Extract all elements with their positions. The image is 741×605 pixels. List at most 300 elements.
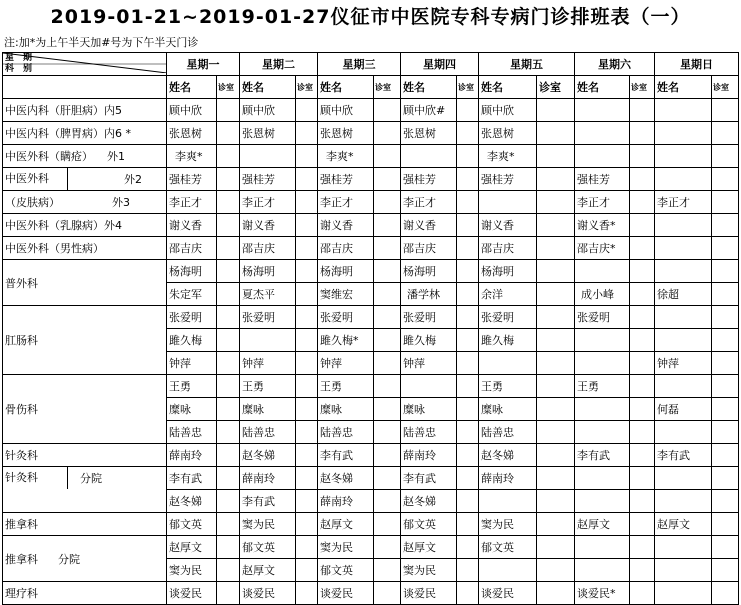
room-cell <box>457 122 479 145</box>
room-cell <box>630 559 655 582</box>
name-cell: 谈爱民 <box>479 582 537 605</box>
name-cell <box>479 559 537 582</box>
table-row <box>3 536 739 559</box>
name-cell: 李正才 <box>401 191 457 214</box>
room-cell <box>296 490 318 513</box>
name-cell <box>655 559 712 582</box>
room-cell <box>630 99 655 122</box>
name-cell: 李爽* <box>167 145 217 168</box>
dept-cell: 推拿科 <box>3 513 167 536</box>
name-cell: 糜咏 <box>167 398 217 421</box>
name-cell: 杨海明 <box>318 260 374 283</box>
room-cell <box>374 490 401 513</box>
name-cell: 张爱明 <box>575 306 630 329</box>
room-label: 外3 <box>112 196 130 209</box>
name-cell <box>479 490 537 513</box>
name-cell: 钟萍 <box>240 352 296 375</box>
name-cell: 谈爱民 <box>167 582 217 605</box>
room-cell <box>374 122 401 145</box>
name-cell: 朱定军 <box>167 283 217 306</box>
room-cell <box>712 559 739 582</box>
room-cell <box>296 237 318 260</box>
specialty-header <box>3 76 167 99</box>
name-cell <box>575 398 630 421</box>
room-cell <box>712 582 739 605</box>
room-cell <box>712 283 739 306</box>
name-cell: 李有武 <box>655 444 712 467</box>
dept-cell <box>3 145 167 168</box>
room-cell <box>217 99 240 122</box>
name-cell: 邵吉庆* <box>575 237 630 260</box>
room-cell <box>712 329 739 352</box>
name-cell: 钟萍 <box>401 352 457 375</box>
room-cell <box>374 168 401 191</box>
name-cell <box>655 260 712 283</box>
name-cell: 谢义香* <box>575 214 630 237</box>
name-header: 姓名 <box>240 76 296 99</box>
name-cell: 顾中欣 <box>240 99 296 122</box>
dept-cell: 中医内科（脾胃病）内6 * <box>3 122 167 145</box>
room-cell <box>630 168 655 191</box>
name-cell: 张恩树 <box>479 122 537 145</box>
name-cell: 李有武 <box>401 467 457 490</box>
room-cell <box>374 214 401 237</box>
table-row <box>3 467 739 490</box>
name-cell: 强桂芳 <box>575 168 630 191</box>
name-cell: 谢义香 <box>167 214 217 237</box>
room-header: 诊室 <box>537 76 575 99</box>
room-cell <box>374 375 401 398</box>
room-cell <box>630 283 655 306</box>
room-cell <box>630 260 655 283</box>
name-cell: 窦为民 <box>401 559 457 582</box>
name-cell: 雎久梅* <box>318 329 374 352</box>
dept-label: 推拿科 <box>5 552 38 566</box>
room-header: 诊室 <box>296 76 318 99</box>
name-cell: 窦为民 <box>318 536 374 559</box>
name-cell: 赵冬娣 <box>401 490 457 513</box>
room-header: 诊室 <box>217 76 240 99</box>
name-cell: 邵吉庆 <box>240 237 296 260</box>
name-header: 姓名 <box>167 76 217 99</box>
room-cell <box>537 375 575 398</box>
name-cell: 谈爱民 <box>318 582 374 605</box>
name-cell <box>655 329 712 352</box>
room-cell <box>457 283 479 306</box>
name-cell: 陆善忠 <box>401 421 457 444</box>
room-cell <box>712 306 739 329</box>
name-cell: 顾中欣 <box>167 99 217 122</box>
day-header-sun: 星期日 <box>655 53 739 76</box>
dept-cell: 中医内科（肝胆病）内5 <box>3 99 167 122</box>
room-cell <box>630 513 655 536</box>
name-cell: 何磊 <box>655 398 712 421</box>
table-row <box>3 168 739 191</box>
room-cell <box>217 260 240 283</box>
room-cell <box>712 421 739 444</box>
table-row <box>3 191 739 214</box>
room-cell <box>374 421 401 444</box>
name-cell <box>655 168 712 191</box>
room-cell <box>296 99 318 122</box>
name-cell: 薛南玲 <box>167 444 217 467</box>
dept-cell: 中医外科（男性病） <box>3 237 167 260</box>
room-cell <box>217 168 240 191</box>
room-header: 诊室 <box>457 76 479 99</box>
room-cell <box>457 582 479 605</box>
name-cell: 李爽* <box>318 145 374 168</box>
room-header: 诊室 <box>712 76 739 99</box>
name-cell: 徐超 <box>655 283 712 306</box>
name-cell: 李有武 <box>167 467 217 490</box>
name-cell: 邵吉庆 <box>401 237 457 260</box>
room-cell <box>296 536 318 559</box>
room-cell <box>630 306 655 329</box>
name-cell: 强桂芳 <box>167 168 217 191</box>
table-row <box>3 513 739 536</box>
name-cell: 李有武 <box>240 490 296 513</box>
room-cell <box>712 398 739 421</box>
room-cell <box>712 99 739 122</box>
name-cell: 赵厚文 <box>401 536 457 559</box>
name-cell: 张恩树 <box>240 122 296 145</box>
dept-cell: 理疗科 <box>3 582 167 605</box>
room-cell <box>296 582 318 605</box>
room-cell <box>712 352 739 375</box>
name-cell <box>655 536 712 559</box>
day-header-mon: 星期一 <box>167 53 240 76</box>
room-cell <box>457 352 479 375</box>
name-cell: 雎久梅 <box>401 329 457 352</box>
table-row <box>3 582 739 605</box>
room-header: 诊室 <box>374 76 401 99</box>
dept-cell <box>3 191 167 214</box>
room-cell <box>457 490 479 513</box>
room-cell <box>217 214 240 237</box>
room-cell <box>630 375 655 398</box>
room-cell <box>374 536 401 559</box>
room-cell <box>712 168 739 191</box>
room-cell <box>374 467 401 490</box>
name-header: 姓名 <box>575 76 630 99</box>
room-cell <box>374 260 401 283</box>
name-cell <box>479 191 537 214</box>
table-row <box>3 145 739 168</box>
name-cell <box>575 559 630 582</box>
name-cell <box>655 214 712 237</box>
name-cell: 糜咏 <box>240 398 296 421</box>
name-cell: 窦为民 <box>240 513 296 536</box>
room-cell <box>296 306 318 329</box>
table-row <box>3 306 739 329</box>
schedule-table <box>2 52 739 605</box>
room-cell <box>217 352 240 375</box>
name-cell: 李正才 <box>167 191 217 214</box>
room-cell <box>712 536 739 559</box>
name-cell: 薛南玲 <box>479 467 537 490</box>
room-cell <box>712 191 739 214</box>
room-cell <box>457 421 479 444</box>
name-cell <box>575 260 630 283</box>
room-cell <box>296 191 318 214</box>
name-cell: 谢义香 <box>479 214 537 237</box>
name-cell <box>575 145 630 168</box>
name-cell: 强桂芳 <box>479 168 537 191</box>
room-cell <box>537 214 575 237</box>
room-cell <box>296 559 318 582</box>
name-cell <box>575 99 630 122</box>
name-cell <box>575 467 630 490</box>
name-cell: 杨海明 <box>401 260 457 283</box>
room-cell <box>712 444 739 467</box>
name-cell <box>575 352 630 375</box>
dept-cell: 普外科 <box>3 260 167 306</box>
name-cell: 王勇 <box>479 375 537 398</box>
name-cell: 谢义香 <box>240 214 296 237</box>
room-cell <box>630 191 655 214</box>
name-cell: 窦为民 <box>479 513 537 536</box>
name-cell: 李有武 <box>575 444 630 467</box>
room-cell <box>296 122 318 145</box>
room-cell <box>712 237 739 260</box>
name-cell: 李爽* <box>479 145 537 168</box>
room-cell <box>296 214 318 237</box>
name-cell: 杨海明 <box>167 260 217 283</box>
name-cell <box>401 375 457 398</box>
name-cell: 谈爱民 <box>240 582 296 605</box>
name-cell: 王勇 <box>240 375 296 398</box>
room-cell <box>374 283 401 306</box>
room-header: 诊室 <box>630 76 655 99</box>
dept-label: （皮肤病） <box>5 196 60 209</box>
room-cell <box>217 444 240 467</box>
room-cell <box>217 145 240 168</box>
room-cell <box>630 398 655 421</box>
name-cell: 陆善忠 <box>240 421 296 444</box>
room-cell <box>217 306 240 329</box>
table-row <box>3 237 739 260</box>
name-cell: 夏杰平 <box>240 283 296 306</box>
name-cell: 张爱明 <box>401 306 457 329</box>
room-label: 外2 <box>124 173 142 186</box>
dept-cell: 骨伤科 <box>3 375 167 444</box>
room-cell <box>374 237 401 260</box>
table-row <box>3 444 739 467</box>
name-cell <box>575 329 630 352</box>
room-cell <box>217 122 240 145</box>
room-cell <box>217 237 240 260</box>
name-cell <box>655 375 712 398</box>
name-cell: 赵厚文 <box>240 559 296 582</box>
room-cell <box>374 329 401 352</box>
name-cell: 郁文英 <box>318 559 374 582</box>
name-cell: 雎久梅 <box>167 329 217 352</box>
name-header: 姓名 <box>401 76 457 99</box>
name-cell: 张爱明 <box>240 306 296 329</box>
dept-cell: 肛肠科 <box>3 306 167 375</box>
name-cell: 强桂芳 <box>318 168 374 191</box>
room-cell <box>457 536 479 559</box>
room-cell <box>217 490 240 513</box>
room-cell <box>712 214 739 237</box>
room-cell <box>537 559 575 582</box>
day-header-thu: 星期四 <box>401 53 479 76</box>
room-cell <box>374 191 401 214</box>
room-cell <box>217 582 240 605</box>
dept-cell <box>3 168 167 191</box>
room-label: 外1 <box>107 150 125 163</box>
room-cell <box>537 122 575 145</box>
room-cell <box>537 260 575 283</box>
header-row-days <box>3 53 739 76</box>
name-cell: 赵冬娣 <box>479 444 537 467</box>
room-cell <box>537 398 575 421</box>
room-cell <box>537 329 575 352</box>
table-row <box>3 122 739 145</box>
dept-label: 中医外科（瞒疮） <box>5 150 93 163</box>
room-cell <box>630 214 655 237</box>
name-cell: 赵厚文 <box>167 536 217 559</box>
room-cell <box>537 467 575 490</box>
name-cell <box>655 145 712 168</box>
room-cell <box>374 398 401 421</box>
room-cell <box>296 352 318 375</box>
room-cell <box>217 536 240 559</box>
room-cell <box>374 513 401 536</box>
table-row <box>3 260 739 283</box>
name-cell: 邵吉庆 <box>318 237 374 260</box>
name-cell: 郁文英 <box>167 513 217 536</box>
room-cell <box>630 329 655 352</box>
room-cell <box>712 513 739 536</box>
note-text: 注:加*为上午半天加#号为下午半天门诊 <box>4 36 199 49</box>
name-cell: 成小峰 <box>575 283 630 306</box>
room-cell <box>537 513 575 536</box>
name-cell: 糜咏 <box>401 398 457 421</box>
room-cell <box>457 444 479 467</box>
name-header: 姓名 <box>479 76 537 99</box>
name-cell: 郁文英 <box>479 536 537 559</box>
corner-cell <box>3 53 167 76</box>
room-cell <box>457 467 479 490</box>
room-cell <box>296 145 318 168</box>
page-title: 2019-01-21~2019-01-27仪征市中医院专科专病门诊排班表（一） <box>50 6 691 28</box>
room-cell <box>457 191 479 214</box>
name-cell: 郁文英 <box>240 536 296 559</box>
name-cell: 谢义香 <box>401 214 457 237</box>
room-cell <box>457 145 479 168</box>
room-cell <box>630 352 655 375</box>
day-header-wed: 星期三 <box>318 53 401 76</box>
room-cell <box>457 329 479 352</box>
room-cell <box>296 513 318 536</box>
name-cell: 糜咏 <box>479 398 537 421</box>
name-cell: 邵吉庆 <box>167 237 217 260</box>
room-cell <box>537 421 575 444</box>
corner-label-week: 星 期 <box>5 53 33 63</box>
name-cell: 谈爱民 <box>401 582 457 605</box>
name-cell <box>575 536 630 559</box>
name-cell: 强桂芳 <box>240 168 296 191</box>
room-cell <box>374 99 401 122</box>
name-cell: 李正才 <box>655 191 712 214</box>
name-cell: 陆善忠 <box>479 421 537 444</box>
room-cell <box>630 145 655 168</box>
room-cell <box>374 444 401 467</box>
name-cell: 钟萍 <box>167 352 217 375</box>
room-cell <box>374 306 401 329</box>
dept-label: 中医外科 <box>3 168 68 190</box>
room-cell <box>630 444 655 467</box>
room-cell <box>712 260 739 283</box>
room-cell <box>457 237 479 260</box>
name-cell: 邵吉庆 <box>479 237 537 260</box>
name-cell: 张爱明 <box>479 306 537 329</box>
room-cell <box>296 168 318 191</box>
name-cell <box>240 145 296 168</box>
name-cell: 窦维宏 <box>318 283 374 306</box>
day-header-fri: 星期五 <box>479 53 575 76</box>
name-cell: 强桂芳 <box>401 168 457 191</box>
room-cell <box>457 168 479 191</box>
room-cell <box>537 145 575 168</box>
room-cell <box>457 559 479 582</box>
name-cell: 薛南玲 <box>401 444 457 467</box>
name-cell <box>575 490 630 513</box>
name-cell <box>479 352 537 375</box>
room-cell <box>374 352 401 375</box>
dept-label: 针灸科 <box>3 467 68 489</box>
name-cell <box>240 329 296 352</box>
room-cell <box>217 329 240 352</box>
name-cell: 赵冬娣 <box>318 467 374 490</box>
name-cell: 李正才 <box>318 191 374 214</box>
room-cell <box>630 122 655 145</box>
room-cell <box>630 467 655 490</box>
name-cell: 张爱明 <box>318 306 374 329</box>
name-cell: 赵冬娣 <box>167 490 217 513</box>
name-cell: 窦为民 <box>167 559 217 582</box>
room-cell <box>374 145 401 168</box>
name-cell: 李正才 <box>240 191 296 214</box>
room-cell <box>217 191 240 214</box>
name-cell: 张爱明 <box>167 306 217 329</box>
name-cell: 糜咏 <box>318 398 374 421</box>
room-cell <box>537 582 575 605</box>
room-cell <box>457 306 479 329</box>
name-cell: 谈爱民* <box>575 582 630 605</box>
room-cell <box>296 283 318 306</box>
name-cell: 雎久梅 <box>479 329 537 352</box>
room-cell <box>630 490 655 513</box>
header-row-columns <box>3 76 739 99</box>
room-cell <box>296 467 318 490</box>
dept-cell: 中医外科（乳腺病）外4 <box>3 214 167 237</box>
branch-label: 分院 <box>58 552 80 566</box>
room-cell <box>457 375 479 398</box>
name-header: 姓名 <box>655 76 712 99</box>
room-cell <box>296 329 318 352</box>
branch-label: 分院 <box>80 472 102 485</box>
room-cell <box>217 375 240 398</box>
name-cell: 张恩树 <box>167 122 217 145</box>
room-cell <box>296 375 318 398</box>
name-cell: 陆善忠 <box>318 421 374 444</box>
room-cell <box>537 283 575 306</box>
room-cell <box>296 398 318 421</box>
name-cell: 赵厚文 <box>575 513 630 536</box>
name-cell: 钟萍 <box>655 352 712 375</box>
